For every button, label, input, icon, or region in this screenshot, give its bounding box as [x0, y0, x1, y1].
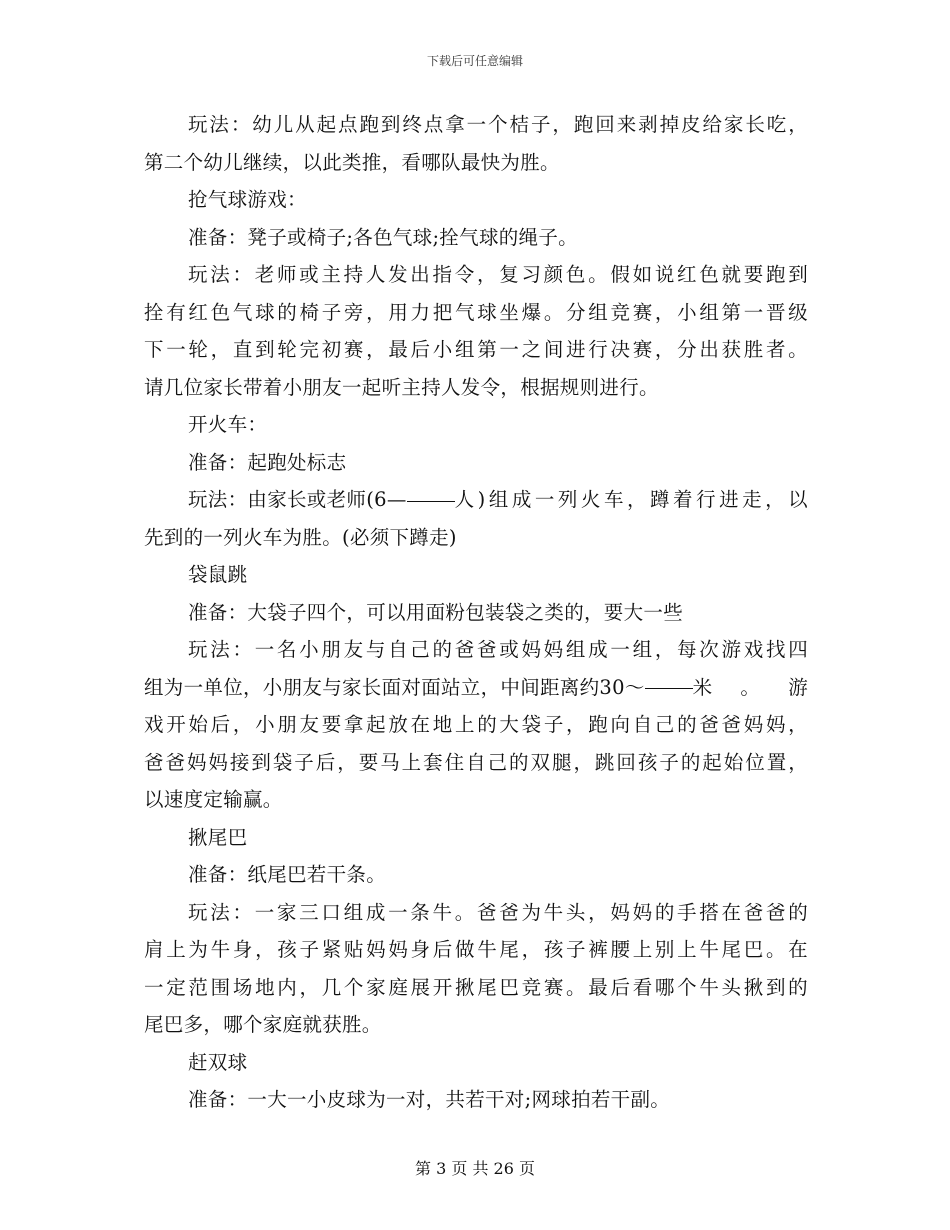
section-heading: 赶双球	[188, 1050, 248, 1074]
paragraph-line: 下一轮，直到轮完初赛，最后小组第一之间进行决赛，分出获胜者。	[144, 338, 808, 361]
text-segment: 人)组成一列火车，蹲着行进走，以	[454, 488, 808, 511]
document-body	[144, 106, 808, 1119]
paragraph-line	[144, 481, 808, 519]
paragraph-line: 准备：凳子或椅子;各色气球;拴气球的绳子。	[188, 225, 578, 249]
section-heading: 揪尾巴	[188, 825, 248, 849]
section-heading: 抢气球游戏：	[188, 188, 307, 211]
section-heading: 袋鼠跳	[188, 563, 248, 586]
fill-in-blank	[407, 481, 455, 502]
paragraph-line: 玩法：幼儿从起点跑到终点拿一个桔子，跑回来剥掉皮给家长吃，	[188, 113, 808, 136]
paragraph-line: 准备：大袋子四个，可以用面粉包装袋之类的，要大一些	[188, 600, 684, 624]
paragraph-line: 一定范围场地内，几个家庭展开揪尾巴竞赛。最后看哪个牛头揪到的	[144, 975, 808, 999]
fill-in-blank	[645, 669, 693, 690]
paragraph-line: 准备：一大一小皮球为一对，共若干对;网球拍若干副。	[188, 1088, 671, 1111]
paragraph-line	[144, 669, 808, 707]
paragraph-line: 准备：纸尾巴若干条。	[188, 863, 387, 886]
page-header: 下载后可任意编辑	[426, 54, 523, 68]
paragraph-line: 玩法：一家三口组成一条牛。爸爸为牛头，妈妈的手搭在爸爸的	[188, 900, 808, 924]
paragraph-line: 爸爸妈妈接到袋子后，要马上套住自己的双腿，跳回孩子的起始位置，	[144, 750, 808, 774]
text-segment: 组为一单位，小朋友与家长面对面站立，中间距离约30～	[144, 675, 645, 699]
paragraph-line: 玩法：一名小朋友与自己的爸爸或妈妈组成一组，每次游戏找四	[188, 638, 808, 661]
section-heading: 开火车：	[188, 413, 268, 436]
paragraph-line: 第二个幼儿继续，以此类推，看哪队最快为胜。	[144, 150, 560, 174]
text-segment: 玩法：由家长或老师(6—	[188, 488, 407, 511]
page-number: 第 3 页 共 26 页	[415, 1159, 535, 1178]
text-segment: 米。游	[692, 675, 808, 699]
paragraph-line: 肩上为牛身，孩子紧贴妈妈身后做牛尾，孩子裤腰上别上牛尾巴。在	[144, 938, 808, 961]
paragraph-line: 准备：起跑处标志	[188, 450, 347, 474]
paragraph-line: 请几位家长带着小朋友一起听主持人发令，根据规则进行。	[144, 375, 659, 399]
paragraph-line: 尾巴多，哪个家庭就获胜。	[144, 1013, 382, 1036]
paragraph-line: 先到的一列火车为胜。(必须下蹲走)	[144, 525, 457, 549]
paragraph-line: 玩法：老师或主持人发出指令，复习颜色。假如说红色就要跑到	[188, 263, 808, 286]
paragraph-line: 戏开始后，小朋友要拿起放在地上的大袋子，跑向自己的爸爸妈妈，	[144, 713, 808, 736]
paragraph-line: 以速度定输赢。	[144, 788, 283, 811]
paragraph-line: 拴有红色气球的椅子旁，用力把气球坐爆。分组竞赛，小组第一晋级	[144, 300, 808, 324]
